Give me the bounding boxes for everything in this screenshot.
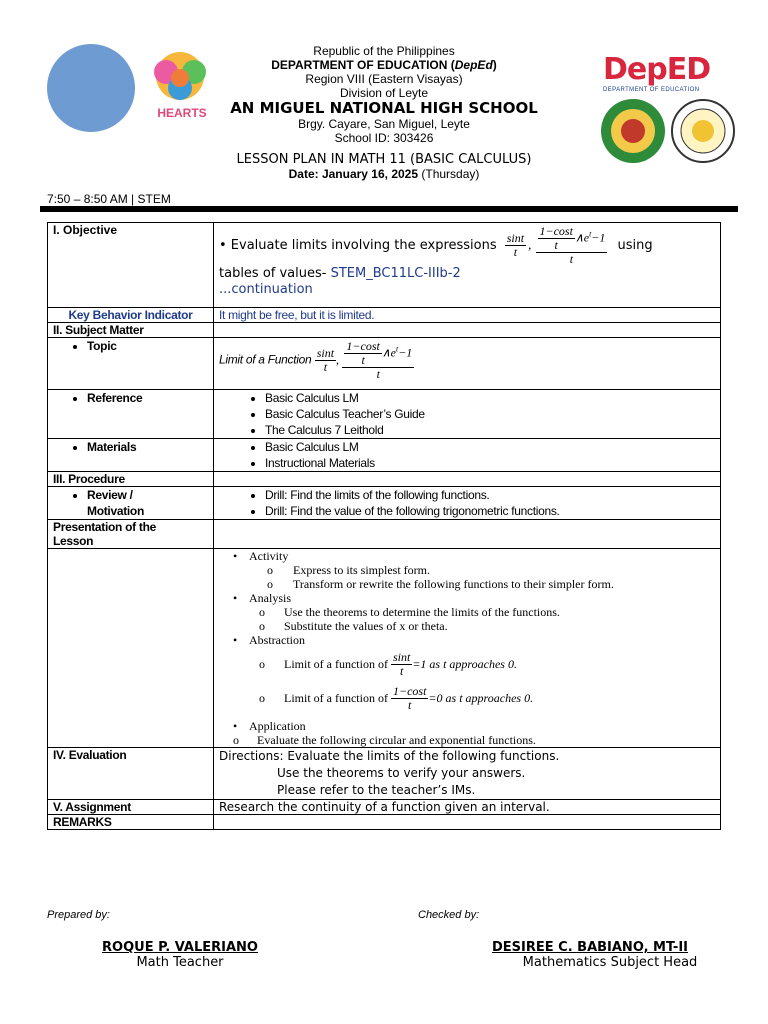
sint-numerator: sint [506, 231, 525, 245]
sint-over-t-fraction [505, 232, 526, 259]
review-item: • Drill: Find the limits of the following functions. [265, 487, 715, 503]
objective-using: using [617, 238, 653, 253]
school-id: School ID: 303426 [334, 131, 434, 145]
abstraction-label: Abstraction [249, 633, 305, 647]
date-day: (Thursday) [418, 167, 480, 181]
topic-minus-one: −1 [398, 345, 413, 360]
materials-content [214, 439, 721, 472]
topic-row [48, 338, 721, 390]
school-address: Brgy. Cayare, San Miguel, Leyte [298, 117, 470, 131]
review-label-line2: Motivation [87, 504, 144, 518]
republic-line: Republic of the Philippines [313, 44, 455, 58]
lesson-body-content [214, 549, 721, 748]
cost-expression [536, 225, 608, 266]
header-rule [40, 206, 738, 212]
review-item: • Drill: Find the value of the following trigonometric functions. [265, 503, 715, 519]
analysis-item [219, 619, 715, 633]
objective-statement [219, 225, 715, 266]
activity-heading [219, 549, 715, 563]
review-content [214, 487, 721, 520]
materials-row [48, 439, 721, 472]
procedure-empty [214, 472, 721, 487]
topic-comma: , [336, 352, 340, 367]
abs2-denominator: t [408, 697, 412, 712]
topic-sint-denominator: t [315, 360, 336, 374]
reference-label: • Reference [87, 390, 208, 406]
evaluation-content [214, 748, 721, 800]
application-label: Application [249, 719, 306, 733]
remarks-row [48, 815, 721, 830]
subject-matter-empty [214, 323, 721, 338]
topic-sint-fraction [315, 347, 336, 374]
objective-label: I. Objective [48, 223, 214, 308]
reference-item: • Basic Calculus LM [265, 390, 715, 406]
assignment-value: Research the continuity of a function given an interval. [214, 800, 721, 815]
topic-lead: Limit of a Function [219, 352, 312, 367]
analysis-item-text: Use the theorems to determine the limits of the functions. [284, 605, 560, 619]
circle-bullet-icon: o [233, 733, 239, 747]
subject-matter-label: II. Subject Matter [48, 323, 214, 338]
kbi-value: It might be free, but it is limited. [214, 308, 721, 323]
topic-e: e [390, 345, 396, 360]
abs2-lead: Limit of a function of [284, 691, 388, 705]
review-list [219, 487, 715, 519]
topic-cost-expression [342, 340, 414, 381]
prepared-by-label: Prepared by: [47, 909, 110, 921]
topic-exp-t: t [395, 344, 399, 354]
topic-cost-numerator: 1−cost [346, 339, 380, 353]
deped-logo-subtext: DEPARTMENT OF EDUCATION [603, 87, 700, 93]
reference-row [48, 390, 721, 439]
bullet-icon: • [233, 633, 238, 647]
abs1-lead: Limit of a function of [284, 657, 388, 671]
topic-wedge: ∧ [381, 345, 391, 360]
remarks-label: REMARKS [48, 815, 214, 830]
lesson-plan-title: LESSON PLAN IN MATH 11 (BASIC CALCULUS) [236, 152, 532, 167]
topic-cost-numerator-group [342, 340, 414, 368]
kbi-row [48, 308, 721, 323]
review-label-line1: Review / [87, 488, 133, 502]
assignment-row [48, 800, 721, 815]
kbi-label: Key Behavior Indicator [48, 308, 214, 323]
deped-logo-text: DepED [603, 52, 711, 87]
department-close: ) [492, 58, 497, 72]
reference-item: • The Calculus 7 Leithold [265, 422, 715, 438]
cost-expression-numerator [536, 225, 608, 253]
topic-cost-denominator: t [361, 353, 365, 367]
bullet-icon: • [233, 719, 238, 733]
objective-code: STEM_BC11LC-IIIb-2 [330, 266, 461, 281]
abs1-denominator: t [399, 663, 404, 678]
application-item [219, 733, 715, 747]
prepared-role: Math Teacher [136, 955, 224, 970]
reference-content [214, 390, 721, 439]
presentation-label [48, 520, 214, 549]
materials-label-cell [48, 439, 214, 472]
circle-bullet-icon: o [267, 577, 273, 591]
reference-label-cell [48, 390, 214, 439]
procedure-label: III. Procedure [48, 472, 214, 487]
bullet-icon: • [233, 591, 238, 605]
cost-denominator: t [554, 238, 558, 252]
objective-continuation: ...continuation [219, 282, 313, 297]
department-text: DEPARTMENT OF EDUCATION ( [271, 58, 455, 72]
subject-matter-row [48, 323, 721, 338]
materials-label: • Materials [87, 439, 208, 455]
topic-cost-fraction [344, 340, 381, 367]
activity-item-text: Express to its simplest form. [293, 563, 430, 577]
evaluation-row [48, 748, 721, 800]
date-line [0, 167, 768, 181]
abstraction-heading [219, 633, 715, 647]
analysis-label: Analysis [249, 591, 291, 605]
analysis-heading [219, 591, 715, 605]
abs1-fraction [391, 651, 412, 678]
reference-item: • Basic Calculus Teacher’s Guide [265, 406, 715, 422]
materials-item: • Basic Calculus LM [265, 439, 715, 455]
abs2-numerator: 1−cost [392, 683, 427, 698]
assignment-label: V. Assignment [48, 800, 214, 815]
school-name: AN MIGUEL NATIONAL HIGH SCHOOL [230, 99, 538, 117]
analysis-item-text: Substitute the values of x or theta. [284, 619, 448, 633]
topic-label: • Topic [87, 338, 208, 354]
abs2-tail: =0 as t approaches 0. [428, 691, 534, 705]
abs1-tail: =1 as t approaches 0. [412, 657, 517, 671]
remarks-empty [214, 815, 721, 830]
region-line: Region VIII (Eastern Visayas) [305, 72, 463, 86]
topic-expression [219, 340, 715, 381]
abs1-numerator: sint [392, 649, 411, 664]
circle-bullet-icon: o [259, 691, 265, 705]
checked-by-label: Checked by: [418, 909, 480, 921]
circle-bullet-icon: o [267, 563, 273, 577]
objective-tables: tables of values- [219, 266, 331, 281]
reference-list [219, 390, 715, 438]
deped-abbrev: DepEd [454, 58, 493, 72]
objective-row [48, 223, 721, 308]
hearts-label: HEARTS [157, 106, 207, 120]
review-label-cell [48, 487, 214, 520]
review-label [87, 487, 208, 519]
materials-list [219, 439, 715, 471]
cost-numerator: 1−cost [539, 224, 573, 238]
bullet-icon: • [233, 549, 238, 563]
materials-item: • Instructional Materials [265, 455, 715, 471]
activity-item [219, 577, 715, 591]
abs2-fraction [391, 685, 428, 712]
presentation-label-line2: Lesson [53, 534, 94, 548]
checked-name: DESIREE C. BABIANO, MT-II [491, 940, 689, 955]
prepared-name: ROQUE P. VALERIANO [102, 940, 258, 955]
application-item-text: Evaluate the following circular and exponential functions. [257, 733, 536, 747]
cost-expression-denominator: t [569, 252, 574, 266]
sint-denominator: t [505, 245, 526, 259]
activity-item [219, 563, 715, 577]
circle-bullet-icon: o [259, 657, 265, 671]
abstraction-item [219, 647, 715, 681]
evaluation-line: Directions: Evaluate the limits of the following functions. [219, 749, 560, 763]
comma: , [528, 237, 532, 252]
analysis-item [219, 605, 715, 619]
checked-role: Mathematics Subject Head [522, 955, 698, 970]
cost-fraction [538, 225, 575, 252]
objective-tables-line [219, 266, 715, 282]
date-label: Date: January 16, 2025 [288, 167, 419, 181]
topic-cost-expression-denominator: t [376, 367, 381, 381]
department-line [0, 58, 768, 72]
exp-t: t [589, 229, 592, 239]
topic-label-cell [48, 338, 214, 390]
activity-label: Activity [249, 549, 289, 563]
circle-bullet-icon: o [259, 619, 265, 633]
division-line: Division of Leyte [339, 86, 429, 100]
evaluation-line: Use the theorems to verify your answers. [277, 766, 526, 780]
application-heading [219, 719, 715, 733]
activity-item-text: Transform or rewrite the following functions to their simpler form. [293, 577, 614, 591]
e-symbol: e [583, 230, 590, 245]
lesson-body-label-empty [48, 549, 214, 748]
evaluation-line: Please refer to the teacher’s IMs. [277, 783, 476, 797]
lesson-plan-table [47, 222, 721, 830]
schedule-line: 7:50 – 8:50 AM | STEM [47, 192, 171, 206]
presentation-empty [214, 520, 721, 549]
minus-one: −1 [591, 230, 606, 245]
procedure-row [48, 472, 721, 487]
wedge-symbol: ∧ [574, 230, 584, 245]
presentation-row [48, 520, 721, 549]
evaluation-label: IV. Evaluation [48, 748, 214, 800]
topic-sint-numerator: sint [316, 346, 335, 360]
objective-content [214, 223, 721, 308]
abstraction-item [219, 681, 715, 715]
circle-bullet-icon: o [259, 605, 265, 619]
topic-content [214, 338, 721, 390]
review-row [48, 487, 721, 520]
objective-lead: • Evaluate limits involving the expressions [219, 238, 497, 253]
lesson-body-row [48, 549, 721, 748]
presentation-label-line1: Presentation of the [53, 520, 156, 534]
